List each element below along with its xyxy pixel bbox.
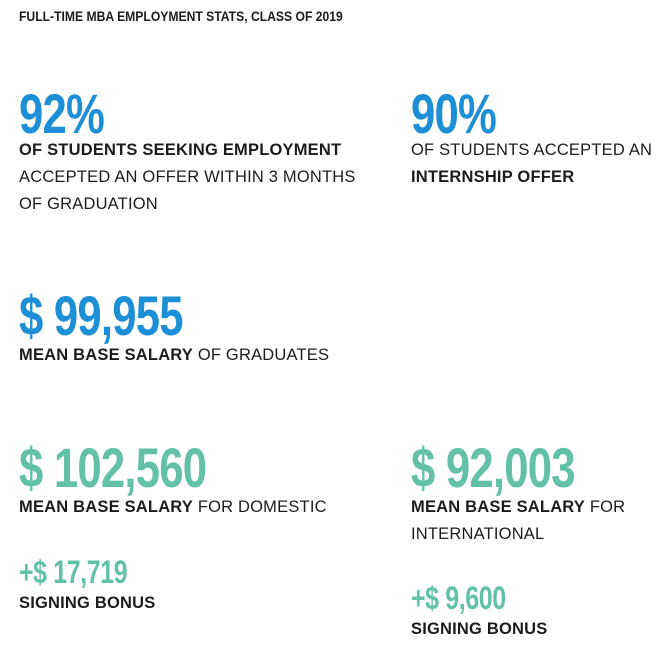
domestic-bonus-label: SIGNING BONUS	[19, 594, 156, 612]
international-label-rest: FOR	[585, 498, 626, 516]
international-bonus-stat	[411, 582, 532, 614]
international-salary-value: $ 92,003	[411, 436, 575, 499]
offer-percentage: 92%	[19, 82, 105, 145]
internship-description	[411, 137, 652, 191]
mean-salary-value: $ 99,955	[19, 284, 183, 347]
international-salary-stat	[411, 436, 621, 499]
internship-line-1: OF STUDENTS ACCEPTED AN	[411, 141, 653, 159]
domestic-label-bold: MEAN BASE SALARY	[19, 498, 194, 516]
international-bonus-value: +$ 9,600	[411, 580, 506, 616]
mean-salary-stat	[19, 284, 229, 347]
internship-stat	[411, 82, 520, 145]
international-label-bold: MEAN BASE SALARY	[411, 498, 586, 516]
mean-salary-label	[19, 342, 329, 369]
offer-line-1: OF STUDENTS SEEKING EMPLOYMENT	[19, 141, 342, 159]
internship-line-2: INTERNSHIP OFFER	[411, 168, 575, 186]
domestic-salary-label	[19, 494, 327, 521]
mean-salary-label-bold: MEAN BASE SALARY	[19, 346, 194, 364]
offer-line-2: ACCEPTED AN OFFER WITHIN 3 MONTHS	[19, 168, 356, 186]
international-label-line-2: INTERNATIONAL	[411, 525, 545, 543]
internship-percentage: 90%	[411, 82, 497, 145]
offer-description	[19, 137, 356, 218]
domestic-bonus-value: +$ 17,719	[19, 554, 128, 590]
domestic-salary-stat	[19, 436, 259, 499]
international-bonus-label: SIGNING BONUS	[411, 620, 548, 638]
mean-salary-label-rest: OF GRADUATES	[193, 346, 330, 364]
domestic-label-rest: FOR DOMESTIC	[193, 498, 327, 516]
page-title: FULL-TIME MBA EMPLOYMENT STATS, CLASS OF 2019	[19, 9, 343, 24]
offer-stat	[19, 82, 128, 145]
offer-line-3: OF GRADUATION	[19, 195, 158, 213]
domestic-bonus-stat	[19, 556, 158, 588]
international-salary-label	[411, 494, 625, 548]
domestic-salary-value: $ 102,560	[19, 436, 207, 499]
